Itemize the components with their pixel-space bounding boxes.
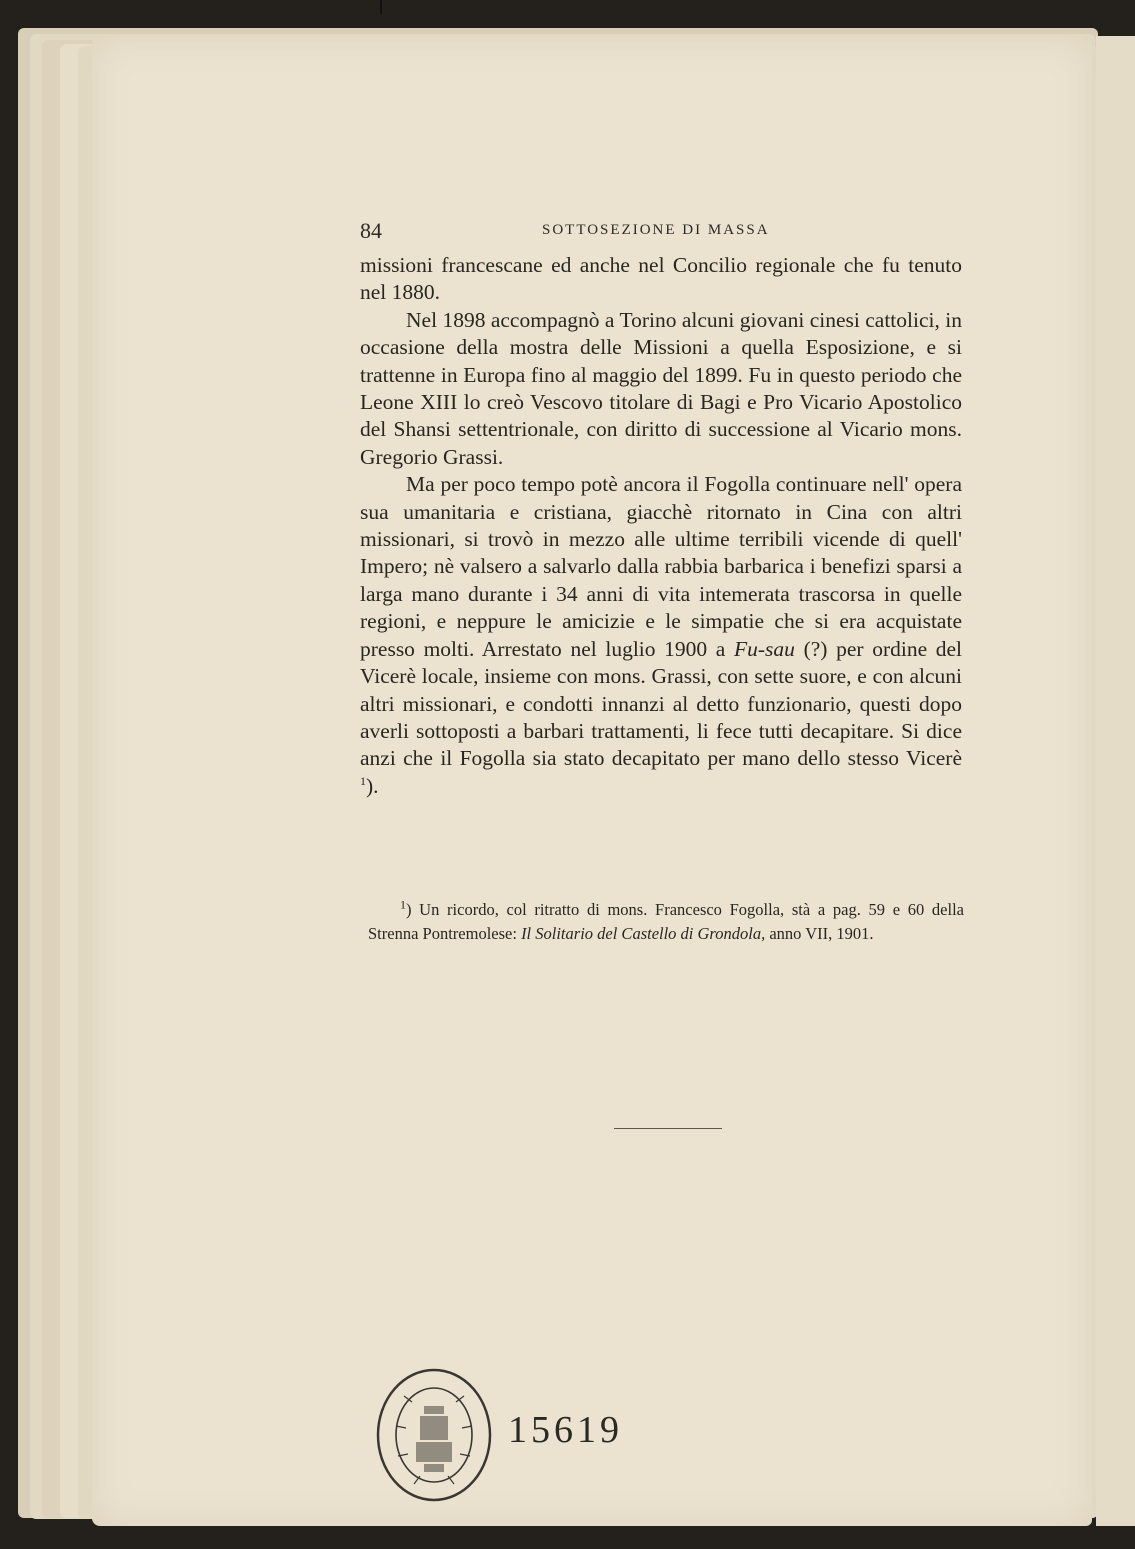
page-header — [360, 218, 960, 244]
paragraph — [360, 471, 962, 800]
facing-page-edge — [1096, 36, 1135, 1526]
paragraph-text: (?) per ordine del Vicerè locale, insieme con mons. Grassi, con sette suore, e con alcuni altri missionari, e condotti innanzi al detto funzionario, questi dopo averli sottoposti a barbari trattamenti, li fece tutti decapitare. Si dice anzi che il Fogolla sia stato decapitato per mano dello stesso Vicerè — [360, 636, 963, 771]
footnote-text: ) Un ricordo, col ritratto di mons. Francesco Fogolla, stà a pag. 59 e 60 della Strenna Pontremolese: — [368, 900, 964, 943]
paragraph: missioni francescane ed anche nel Concilio regionale che fu tenuto nel 1880. — [360, 253, 962, 305]
paragraph: Nel 1898 accompagnò a Torino alcuni giovani cinesi cattolici, in occasione della mostra delle Missioni a quella Esposizione, e si trattenne in Europa fino al maggio del 1899. Fu in questo periodo che Leone XIII lo creò Vescovo titolare di Bagi e Pro Vicario Apostolico del Shansi settentrionale, con diritto di successione al Vicario mons. Gregorio Grassi. — [360, 307, 962, 469]
footnote-reference: 1 — [360, 773, 366, 788]
end-rule — [614, 1128, 722, 1129]
running-head: SOTTOSEZIONE DI MASSA — [542, 222, 770, 238]
place-name: Fu-sau — [734, 636, 795, 661]
scan-mark — [380, 0, 382, 14]
footnote-marker: 1 — [400, 897, 406, 912]
page-number: 84 — [360, 218, 382, 243]
footnote-title: Il Solitario del Castello di Grondola, — [521, 924, 766, 943]
accession-number: 15619 — [508, 1409, 623, 1451]
body-text — [360, 252, 962, 800]
paragraph-text: ). — [366, 773, 379, 798]
footnote-text: anno VII, 1901. — [769, 924, 874, 943]
library-stamp — [374, 1366, 494, 1504]
footnote — [368, 898, 964, 946]
stamp-seal-icon — [374, 1366, 494, 1504]
paragraph-text: Ma per poco tempo potè ancora il Fogolla continuare nell' opera sua umanitaria e cristiana, giacchè ritornato in Cina con altri missionari, si trovò in mezzo alle ultime terribili vicende di quell' Impero; nè valsero a salvarlo dalla rabbia barbarica i benefizi sparsi a larga mano durante i 34 anni di vita intemerata trascorsa in quelle regioni, e neppure le amicizie e le simpatie che si era acquistate presso molti. Arrestato nel luglio 1900 a — [360, 472, 962, 661]
